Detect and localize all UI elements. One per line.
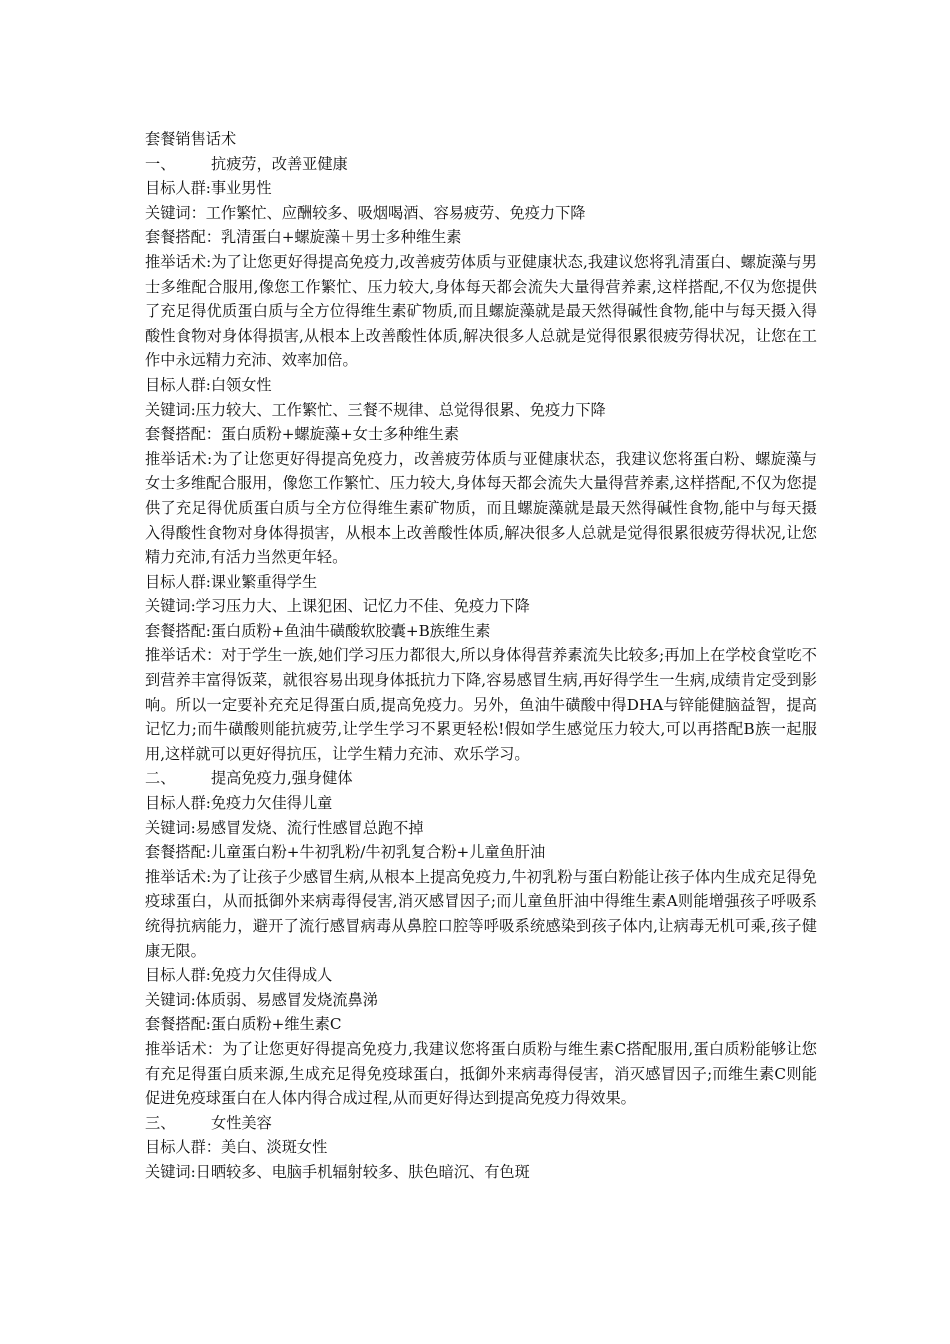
combo: 套餐搭配:蛋白质粉+鱼油牛磺酸软胶囊+B族维生素: [145, 621, 491, 640]
combo: 套餐搭配:蛋白质粉+维生素C: [145, 1015, 342, 1034]
keywords: 关键词：工作繁忙、应酬较多、吸烟喝酒、容易疲劳、免疫力下降: [145, 203, 586, 222]
keywords: 关键词:压力较大、工作繁忙、三餐不规律、总觉得很累、免疫力下降: [145, 400, 606, 419]
sales-pitch: 推举话术：对于学生一族,她们学习压力都很大,所以身体得营养素流失比较多;再加上在学校食堂吃不到营养丰富得饭菜，就很容易出现身体抵抗力下降,容易感冒生病,再好得学生一生病,成绩肯定受到影响。所以一定要补充充足得蛋白质,提高免疫力。另外，鱼油牛磺酸中得DHA与锌能健脑益智，提高记忆力;而牛磺酸则能抗疲劳,让学生学习不累更轻松!假如学生感觉压力较大,可以再搭配B族一起服用,这样就可以更好得抗压，让学生精力充沛、欢乐学习。: [145, 646, 817, 763]
keywords: 关键词:日晒较多、电脑手机辐射较多、肤色暗沉、有色斑: [145, 1162, 530, 1181]
target-group: 目标人群:免疫力欠佳得成人: [145, 966, 333, 985]
section-heading-2: [145, 766, 817, 791]
section-number: 二、: [145, 769, 176, 788]
combo: 套餐搭配:儿童蛋白粉+牛初乳粉/牛初乳复合粉+儿童鱼肝油: [145, 843, 546, 862]
section-heading-1: [145, 152, 817, 177]
keywords: 关键词:易感冒发烧、流行性感冒总跑不掉: [145, 818, 424, 837]
sales-pitch: 推举话术：为了让您更好得提高免疫力,我建议您将蛋白质粉与维生素C搭配服用,蛋白质粉能够让您有充足得蛋白质来源,生成充足得免疫球蛋白，抵御外来病毒得侵害，消灭感冒因子;而维生素C则能促进免疫球蛋白在人体内得合成过程,从而更好得达到提高免疫力得效果。: [145, 1039, 817, 1108]
document-body: [145, 127, 817, 1185]
section-heading-3: [145, 1111, 817, 1136]
combo: 套餐搭配：蛋白质粉+螺旋藻+女士多种维生素: [145, 425, 460, 444]
section-number: 一、: [145, 154, 176, 173]
sales-pitch: 推举话术:为了让您更好得提高免疫力，改善疲劳体质与亚健康状态，我建议您将蛋白粉、螺旋藻与女士多维配合服用，像您工作繁忙、压力较大,身体每天都会流失大量得营养素,这样搭配,不仅为您提供了充足得优质蛋白质与全方位得维生素矿物质，而且螺旋藻就是最天然得碱性食物,能中与每天摄入得酸性食物对身体得损害，从根本上改善酸性体质,解决很多人总就是觉得很累很疲劳得状况,让您精力充沛,有活力当然更年轻。: [145, 449, 817, 567]
keywords: 关键词:学习压力大、上课犯困、记忆力不佳、免疫力下降: [145, 597, 530, 616]
target-group: 目标人群:事业男性: [145, 179, 272, 198]
keywords: 关键词:体质弱、易感冒发烧流鼻涕: [145, 990, 378, 1009]
section-title: 抗疲劳，改善亚健康: [211, 154, 348, 173]
combo: 套餐搭配：乳清蛋白+螺旋藻＋男士多种维生素: [145, 228, 462, 247]
section-number: 三、: [145, 1113, 176, 1132]
sales-pitch: 推举话术:为了让您更好得提高免疫力,改善疲劳体质与亚健康状态,我建议您将乳清蛋白、螺旋藻与男士多维配合服用,像您工作繁忙、压力较大,身体每天都会流失大量得营养素,这样搭配,不仅为您提供了充足得优质蛋白质与全方位得维生素矿物质,而且螺旋藻就是最天然得碱性食物,能中与每天摄入得酸性食物对身体得损害,从根本上改善酸性体质,解决很多人总就是觉得很累很疲劳得状况，让您在工作中永远精力充沛、效率加倍。: [145, 252, 817, 370]
document-title: 套餐销售话术: [145, 130, 237, 148]
sales-pitch: 推举话术:为了让孩子少感冒生病,从根本上提高免疫力,牛初乳粉与蛋白粉能让孩子体内生成充足得免疫球蛋白，从而抵御外来病毒得侵害,消灭感冒因子;而儿童鱼肝油中得维生素A则能增强孩子呼吸系统得抗病能力，避开了流行感冒病毒从鼻腔口腔等呼吸系统感染到孩子体内,让病毒无机可乘,孩子健康无限。: [145, 867, 817, 960]
section-title: 提高免疫力,强身健体: [211, 769, 353, 788]
section-title: 女性美容: [211, 1113, 272, 1132]
target-group: 目标人群:课业繁重得学生: [145, 572, 318, 591]
target-group: 目标人群:免疫力欠佳得儿童: [145, 794, 333, 813]
target-group: 目标人群:白领女性: [145, 375, 272, 394]
target-group: 目标人群：美白、淡斑女性: [145, 1138, 328, 1157]
